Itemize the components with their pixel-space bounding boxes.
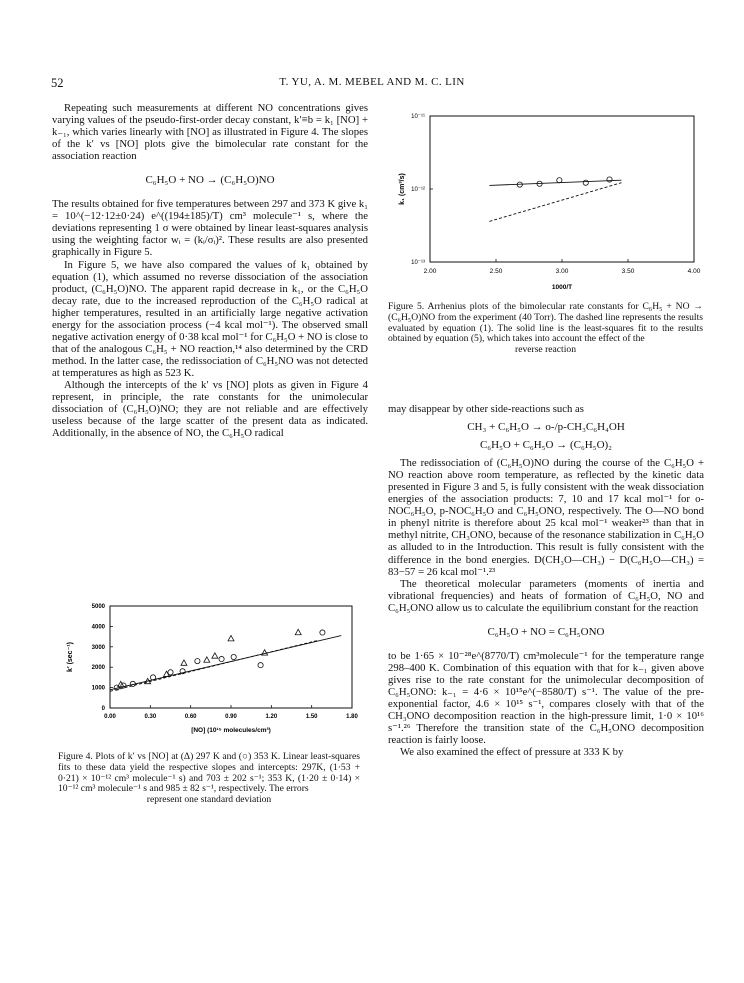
y-tick-label: 0 bbox=[101, 706, 105, 712]
y-tick-label: 5000 bbox=[91, 604, 105, 610]
x-tick-label: 1.20 bbox=[265, 714, 278, 720]
x-tick-label: 1.80 bbox=[346, 714, 358, 720]
x-tick-label: 2.50 bbox=[489, 268, 503, 275]
data-point bbox=[262, 650, 268, 655]
x-tick-label: 0.00 bbox=[104, 714, 116, 720]
paragraph: may disappear by other side-reactions such as bbox=[388, 403, 584, 415]
caption-end: reverse reaction bbox=[515, 344, 576, 356]
y-tick-label: 4000 bbox=[91, 624, 105, 631]
y-tick-label: 10⁻¹³ bbox=[411, 260, 425, 266]
caption-text: Figure 5. Arrhenius plots of the bimolecular rate constants for C₆H₅ + NO → (C₆H₅O)NO from the experiment (40 Torr). The dashed line represents the results evaluated by equation (1). The solid line is the least-squares fit to the results obtained by equation (5), which takes into account the effect of the bbox=[388, 301, 703, 345]
x-tick-label: 0.90 bbox=[225, 714, 237, 720]
data-point bbox=[231, 654, 236, 659]
x-tick-label: 3.00 bbox=[555, 268, 569, 275]
running-title: T. YU, A. M. MEBEL AND M. C. LIN bbox=[279, 76, 465, 88]
data-point bbox=[557, 178, 562, 183]
x-tick-label: 3.50 bbox=[621, 268, 635, 275]
data-point bbox=[150, 675, 155, 680]
data-point bbox=[228, 635, 234, 640]
y-tick-label: 1000 bbox=[91, 685, 105, 692]
paragraph: In Figure 5, we have also compared the values of k₁ obtained by equation (1), which assumed no reverse dissociation of the association product, (C₆H₅O)NO. The apparent rapid decrease in k₁, or the C₆H₅O decay rate, due to the increased reproduction of the C₆H₅O radical at higher temperatures, resulted in an artificially large negative activation energy for the association process (−4 kcal mol⁻¹). The observed small negative activation energy of 0·38 kcal mol⁻¹ for C₆H₅O + NO is close to that of the analogous C₆H₅ + NO reaction,¹⁴ also determined by the CRD method. In the latter case, the redissociation of C₆H₅NO was not detected at temperatures as high as 523 K. bbox=[52, 258, 368, 379]
data-point bbox=[320, 630, 325, 635]
left-column bbox=[52, 102, 368, 439]
x-axis-label: [NO] (10¹⁵ molecules/cm³) bbox=[191, 727, 271, 734]
paragraph: The redissociation of (C₆H₅O)NO during the course of the C₆H₅O + NO reaction above room temperature, as reflected by the kinetic data presented in Figure 3 and 5, is fully consistent with the weak dissociation energies of the association products: 7, 10 and 17 kcal mol⁻¹ for o-NOC₆H₅O, p-NOC₆H₅O and C₆H₅ONO, respectively. The O—NO bond in phenyl nitrite is therefore about 25 kcal mol⁻¹ weaker²³ than that in methyl nitrite, CH₃ONO, because of the resonance stabilization in C₆H₅O as alluded to in the Introduction. This result is fully consistent with the difference in the bond energies. D(CH₃O—CH₃) − D(C₆H₅O—CH₃) = 83−57 = 26 kcal mol⁻¹.²³ bbox=[388, 457, 704, 578]
data-point bbox=[195, 658, 200, 663]
paragraph: Repeating such measurements at different NO concentrations gives varying values of the pseudo-first-order decay constant, k′≡b = k₁ [NO] + k₋₁, which varies linearly with [NO] as illustrated in Figure 4. The slopes of the k′ vs [NO] plots give the bimolecular rate constant for the association reaction bbox=[52, 102, 368, 163]
y-tick-label: 3000 bbox=[91, 644, 105, 651]
caption-text: Figure 4. Plots of k′ vs [NO] at (Δ) 297 K and (○) 353 K. Linear least-squares fits to these data yield the respective slopes and intercepts: 297K, (1·53 + 0·21) × 10⁻¹² cm³ molecule⁻¹ s) and 703 ± 202 s⁻¹; 353 K, (1·20 ± 0·14) × 10⁻¹² cm³ molecule⁻¹ s and 985 ± 82 s⁻¹, respectively. The errors bbox=[58, 751, 360, 795]
data-point bbox=[607, 177, 612, 182]
data-point bbox=[168, 670, 173, 675]
equation: C₆H₅O + C₆H₅O → (C₆H₅O)₂ bbox=[479, 439, 613, 452]
x-tick-label: 1.50 bbox=[305, 714, 318, 720]
x-tick-label: 4.00 bbox=[687, 268, 701, 275]
y-axis-label: k₁ (cm³/s) bbox=[399, 173, 406, 205]
x-tick-label: 2.00 bbox=[423, 268, 437, 275]
paragraph: We also examined the effect of pressure at 333 K by bbox=[400, 746, 624, 759]
data-point bbox=[219, 656, 224, 661]
fit-line bbox=[489, 180, 621, 185]
figure-4-caption bbox=[58, 752, 360, 806]
fit-line bbox=[489, 183, 621, 222]
y-tick-label: 10⁻¹² bbox=[411, 187, 425, 193]
data-point bbox=[258, 663, 263, 668]
equation: C₆H₅O + NO → (C₆H₅O)NO bbox=[145, 174, 275, 187]
figure-4-chart bbox=[52, 598, 368, 743]
x-tick-label: 0.60 bbox=[184, 714, 197, 720]
paragraph: Although the intercepts of the k′ vs [NO] plots as given in Figure 4 represent, in principle, the rate constants for the unimolecular dissociation of (C₆H₅O)NO; they are not reliable and are effectively useless because of the large scatter of the present data as indicated. Additionally, in the absence of NO, the C₆H₅O radical bbox=[52, 378, 368, 440]
equation: CH₃ + C₆H₅O → o-/p-CH₃C₆H₄OH bbox=[467, 421, 625, 434]
figure-5-caption bbox=[388, 302, 703, 356]
paragraph: The theoretical molecular parameters (moments of inertia and vibrational frequencies) and heats of formation of C₆H₅O, NO and C₆H₅ONO allow us to calculate the equilibrium constant for the reaction bbox=[388, 577, 704, 614]
caption-end: represent one standard deviation bbox=[146, 794, 272, 806]
data-point bbox=[295, 629, 301, 634]
paragraph: to be 1·65 × 10⁻²⁸e^(8770/T) cm³molecule⁻¹ for the temperature range 298–400 K. Combination of this equation with that for k₋₁ given above gives rise to the rate constant for the unimolecular decomposition of C₆H₅ONO: k₋₁ = 4·6 × 10¹⁵e^(−8580/T) s⁻¹. The value of the pre-exponential factor, 4.6 × 10¹⁵ s⁻¹, compares closely with that of the CH₃ONO decomposition reaction in the high-pressure limit, 1·0 × 10¹⁶ s⁻¹.²⁶ Therefore the transition state of the C₆H₅ONO decomposition reaction is fairly loose. bbox=[388, 649, 704, 747]
equation: C₆H₅O + NO = C₆H₅ONO bbox=[487, 625, 605, 638]
plot-frame bbox=[430, 116, 694, 262]
data-point bbox=[181, 660, 187, 665]
x-axis-label: 1000/T bbox=[551, 284, 573, 291]
y-axis-label: k′ (sec⁻¹) bbox=[67, 642, 74, 672]
y-tick-label: 10⁻¹¹ bbox=[411, 114, 425, 120]
data-point bbox=[204, 657, 210, 662]
y-tick-label: 2000 bbox=[91, 665, 105, 672]
page-header bbox=[0, 76, 744, 92]
fit-line bbox=[110, 636, 341, 690]
page-number: 52 bbox=[51, 76, 64, 90]
right-column bbox=[388, 403, 704, 758]
fit-line bbox=[110, 640, 318, 691]
paragraph: The results obtained for five temperatures between 297 and 373 K give k₁ = 10^(−12·12±0·24) e^((194±185)/T) cm³ molecule⁻¹ s, where the deviations representing 1 σ were obtained by linear least-squares analysis using the weighting factor wᵢ = (kᵢ/σᵢ)². These results are also presented graphically in Figure 5. bbox=[52, 198, 368, 259]
data-point bbox=[583, 180, 588, 185]
data-point bbox=[212, 653, 218, 658]
figure-5-chart bbox=[388, 110, 708, 302]
x-tick-label: 0.30 bbox=[144, 714, 157, 720]
